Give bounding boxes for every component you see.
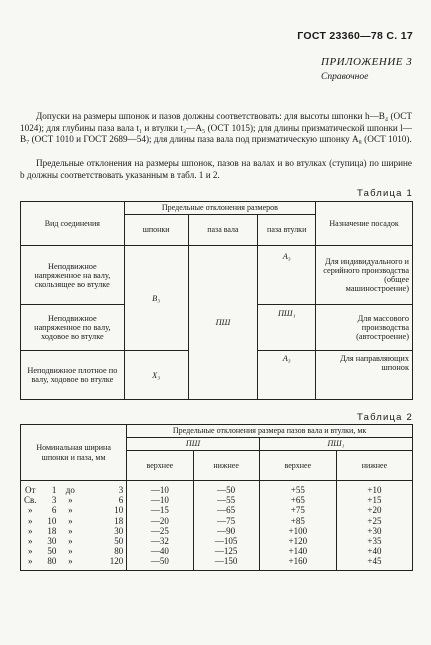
table2-cell-width-to: 50 (81, 536, 126, 546)
table2-cell-width-from: 10 (47, 515, 57, 526)
table1-row2-purpose: Для массового производства (автостроение) (316, 305, 413, 351)
appendix-title: ПРИЛОЖЕНИЕ 3 (321, 56, 413, 68)
table2-cell-width-from: 6 (51, 505, 57, 516)
table2-cell-width-separator: » (68, 525, 73, 536)
table2-cell-fit1-lower: —150 (193, 556, 259, 570)
table-row (21, 546, 413, 556)
table2-caption: Таблица 2 (357, 412, 413, 423)
table2-header-fit2: ПШ₁ (259, 438, 412, 451)
table2-cell-fit1-lower: —105 (193, 536, 259, 546)
table1 (20, 201, 413, 400)
table2-cell-width-separator: » (59, 556, 81, 570)
table2-cell-width-from: 3 (51, 495, 57, 506)
table1-header-hub: паза втулки (258, 215, 316, 246)
table2-header-lower1: нижнее (193, 451, 259, 481)
table2-cell-width-to: 18 (81, 516, 126, 526)
table2-cell-fit1-upper: —32 (127, 536, 193, 546)
table2-cell-fit2-lower: +20 (336, 505, 412, 515)
table2-header-group: Предельные отклонения размера пазов вала и втулки, мк (127, 425, 413, 438)
table2-cell-fit1-upper: —10 (127, 495, 193, 505)
table2-cell-fit2-lower: +15 (336, 495, 412, 505)
table-row (21, 556, 413, 570)
table2-cell-width-prefix: » (21, 536, 40, 546)
table2-cell-fit2-lower: +30 (336, 526, 412, 536)
table2-cell-fit1-lower: —65 (193, 505, 259, 515)
table-row (21, 495, 413, 505)
table1-header-purpose: Назначение посадок (316, 202, 413, 246)
table2-cell-fit1-upper: —40 (127, 546, 193, 556)
table2-cell-width-to: 10 (81, 505, 126, 515)
table2-cell-width-from: 18 (47, 525, 57, 536)
table-row (21, 481, 413, 496)
table2-cell-fit2-lower: +25 (336, 516, 412, 526)
table1-row1-purpose: Для индивидуального и серийного производства (общее машиностроение) (316, 246, 413, 305)
table1-row1-key: B₃ (124, 246, 188, 351)
table2-cell-width-from: 30 (47, 536, 57, 547)
table2-cell-fit2-upper: +140 (259, 546, 336, 556)
table2-cell-fit1-upper: —10 (127, 481, 193, 496)
table2-cell-width-separator: » (68, 515, 73, 526)
table2-cell-width-to: 6 (81, 495, 126, 505)
table2-cell-fit1-lower: —50 (193, 481, 259, 496)
table1-row2-type: Неподвижное напряженное по валу, ходовое во втулке (21, 305, 125, 351)
table1-row1-hub: A₃ (258, 246, 316, 305)
table2-header-lower2: нижнее (336, 451, 412, 481)
table2-cell-width-to: 80 (81, 546, 126, 556)
table2 (20, 424, 413, 571)
table2-cell-width-prefix: » (21, 516, 40, 526)
table2-cell-fit1-upper: —25 (127, 526, 193, 536)
table2-cell-fit2-upper: +160 (259, 556, 336, 570)
table2-cell-fit2-upper: +85 (259, 516, 336, 526)
table1-header-group: Предельные отклонения размеров (124, 202, 315, 215)
table2-cell-fit2-lower: +35 (336, 536, 412, 546)
table-row (21, 526, 413, 536)
table2-cell-width-prefix: » (21, 526, 40, 536)
paragraph-tolerances: Допуски на размеры шпонок и пазов должны соответствовать: для высоты шпонки h—B₄ (ОСТ 1024); для глубины паза вала t₁ и втулки t₂—A₅ (ОСТ 1015); для длины призматической шпонки l—B₇ (ОСТ 1010 и ГОСТ 2689—54); для длины паза вала под призматическую шпонку A₈ (ОСТ 1010). (20, 111, 412, 145)
table-row (21, 246, 413, 305)
table2-cell-fit1-upper: —20 (127, 516, 193, 526)
table2-cell-width-separator: » (68, 505, 73, 516)
table2-cell-width-prefix: От (21, 481, 40, 496)
table2-cell-fit1-lower: —75 (193, 516, 259, 526)
table2-cell-width-to: 30 (81, 526, 126, 536)
table1-header-shaft: паза вала (188, 215, 258, 246)
table2-cell-fit1-upper: —50 (127, 556, 193, 570)
table2-cell-width-to: 3 (81, 481, 126, 496)
table2-cell-fit1-lower: —90 (193, 526, 259, 536)
table2-cell-width-separator: » (68, 546, 73, 557)
table1-header-key: шпонки (124, 215, 188, 246)
table1-header-type: Вид соединения (21, 202, 125, 246)
table-row (21, 516, 413, 526)
table2-cell-fit1-upper: —15 (127, 505, 193, 515)
table2-header-upper2: верхнее (259, 451, 336, 481)
paragraph-deviations: Предельные отклонения на размеры шпонок, пазов на валах и во втулках (ступица) по ширине b должны соответствовать указанным в табл. 1 и 2. (20, 158, 412, 180)
table1-row1-type: Неподвижное напряженное на валу, скользящее во втулке (21, 246, 125, 305)
table2-cell-width-prefix: Св. (21, 495, 40, 505)
table2-cell-fit1-lower: —125 (193, 546, 259, 556)
table2-cell-fit2-lower: +40 (336, 546, 412, 556)
table1-row3-key: X₃ (124, 351, 188, 400)
table1-caption: Таблица 1 (357, 188, 413, 199)
table2-cell-fit2-lower: +45 (336, 556, 412, 570)
table2-header-width: Номинальная ширина шпонки и паза, мм (21, 425, 127, 481)
table2-header-upper1: верхнее (127, 451, 193, 481)
table2-cell-width-from: 80 (40, 556, 60, 570)
table2-cell-fit2-upper: +120 (259, 536, 336, 546)
table2-cell-width-separator: » (68, 536, 73, 547)
table2-cell-fit2-upper: +75 (259, 505, 336, 515)
table2-cell-width-from: 1 (51, 485, 57, 495)
table2-header-fit1: ПШ (127, 438, 260, 451)
table2-cell-width-prefix: » (21, 556, 40, 570)
table2-cell-width-prefix: » (21, 546, 40, 556)
table2-cell-width-prefix: » (21, 505, 40, 515)
page-header: ГОСТ 23360—78 С. 17 (297, 30, 413, 42)
table1-shaft-fit: ПШ (188, 246, 258, 400)
table2-cell-fit2-upper: +100 (259, 526, 336, 536)
table2-cell-width-separator: до (65, 485, 75, 495)
table1-row3-type: Неподвижное плотное по валу, ходовое во втулке (21, 351, 125, 400)
table-row (21, 505, 413, 515)
table2-cell-fit2-lower: +10 (336, 481, 412, 496)
table1-row3-purpose: Для направляющих шпонок (316, 351, 413, 400)
table2-cell-width-from: 50 (47, 546, 57, 557)
table2-cell-fit1-lower: —55 (193, 495, 259, 505)
table2-cell-fit2-upper: +55 (259, 481, 336, 496)
table2-cell-fit2-upper: +65 (259, 495, 336, 505)
table2-cell-width-separator: » (68, 495, 73, 506)
table-row (21, 536, 413, 546)
table1-row3-hub: A₃ (258, 351, 316, 400)
table1-row2-hub: ПШ₁ (258, 305, 316, 351)
appendix-subtitle: Справочное (321, 72, 369, 82)
table2-cell-width-to: 120 (81, 556, 126, 570)
